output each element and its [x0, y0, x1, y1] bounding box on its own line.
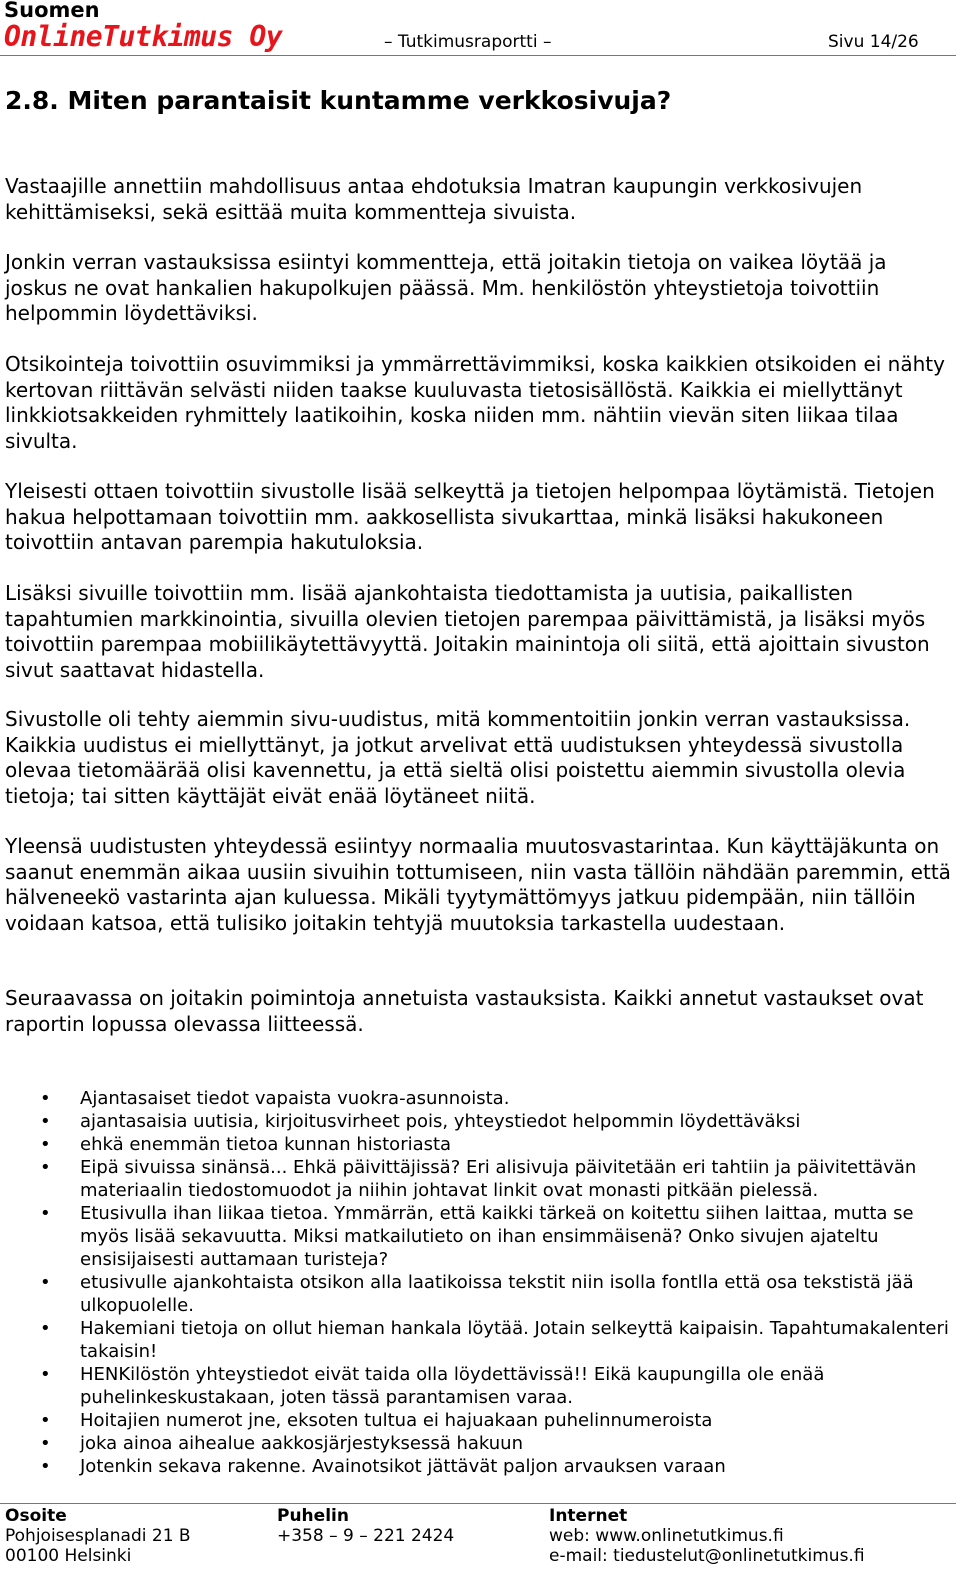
footer-email-link[interactable]: e-mail: tiedustelut@onlinetutkimus.fi: [549, 1546, 865, 1566]
bullet-icon: •: [40, 1088, 51, 1109]
footer-address-heading: Osoite: [5, 1506, 67, 1526]
bullet-icon: •: [40, 1364, 51, 1385]
bullet-icon: •: [40, 1111, 51, 1132]
paragraph: Lisäksi sivuille toivottiin mm. lisää ajankohtaista tiedottamista ja uutisia, paikallisten tapahtumien markkinointia, sivuilla olevien tietojen parempaa päivittämistä, ja lisäksi myös toivottiin parempaa mobiilikäytettävyyttä. Joitakin mainintoja oli siitä, että ajoittain sivuston sivut saattavat hidastella.: [5, 581, 930, 682]
footer-divider: [0, 1503, 956, 1504]
paragraph: Seuraavassa on joitakin poimintoja annetuista vastauksista. Kaikki annetut vastaukset ovat raportin lopussa olevassa liitteessä.: [5, 986, 924, 1036]
footer-web-link[interactable]: web: www.onlinetutkimus.fi: [549, 1526, 784, 1546]
footer-address-street: Pohjoisesplanadi 21 B: [5, 1526, 191, 1546]
list-item: • ehkä enemmän tietoa kunnan historiasta: [40, 1134, 452, 1155]
bullet-icon: •: [40, 1203, 51, 1224]
document-type: – Tutkimusraportti –: [384, 32, 552, 52]
bullet-icon: •: [40, 1433, 51, 1454]
company-logo-text: OnlineTutkimus Oy: [4, 20, 283, 53]
footer-phone: [277, 1506, 454, 1546]
footer-address: [5, 1506, 191, 1566]
header-divider: [0, 55, 956, 56]
bullet-icon: •: [40, 1272, 51, 1293]
list-item: • Etusivulla ihan liikaa tietoa. Ymmärrän, että kaikki tärkeä on koitettu siihen laittaa, mutta se myös lisää sekavuutta. Miksi matkailutieto on ihan ensimmäisenä? Onko sivujen ajateltu ensisijaisesti auttamaan turisteja?: [40, 1203, 914, 1270]
list-item: • Jotenkin sekava rakenne. Avainotsikot jättävät paljon arvauksen varaan: [40, 1456, 726, 1477]
paragraph: Yleensä uudistusten yhteydessä esiintyy normaalia muutosvastarintaa. Kun käyttäjäkunta on saanut enemmän aikaa uusiin sivuihin tottumiseen, niin vasta tällöin nähdään paremmin, että hälveneekö vastarinta ajan kuluessa. Mikäli tyytymättömyys jatkuu pidempään, niin tällöin voidaan katsoa, että tulisiko joitakin tehtyjä muutoksia tarkastella uudestaan.: [5, 834, 951, 935]
list-item: • ajantasaisia uutisia, kirjoitusvirheet pois, yhteystiedot helpommin löydettäväksi: [40, 1111, 801, 1132]
list-item: • joka ainoa aihealue aakkosjärjestyksessä hakuun: [40, 1433, 523, 1454]
list-item: • Hoitajien numerot jne, eksoten tultua ei hajuakaan puhelinnumeroista: [40, 1410, 713, 1431]
footer-address-city: 00100 Helsinki: [5, 1546, 132, 1566]
footer-internet: [549, 1506, 865, 1566]
list-item: • etusivulle ajankohtaista otsikon alla laatikoissa tekstit niin isolla fontlla että osa tekstistä jää ulkopuolelle.: [40, 1272, 914, 1316]
list-item: • Ajantasaiset tiedot vapaista vuokra-asunnoista.: [40, 1088, 510, 1109]
footer-phone-number: +358 – 9 – 221 2424: [277, 1526, 455, 1546]
paragraph: Vastaajille annettiin mahdollisuus antaa ehdotuksia Imatran kaupungin verkkosivujen kehittämiseksi, sekä esittää muita kommentteja sivuista.: [5, 174, 863, 224]
page-header: [0, 0, 956, 56]
page-number: Sivu 14/26: [828, 32, 919, 52]
list-item: • HENKilöstön yhteystiedot eivät taida olla löydettävissä!! Eikä kaupungilla ole enää puhelinkeskustakaan, joten tässä parantamisen varaa.: [40, 1364, 825, 1408]
company-name-line1: Suomen: [4, 0, 100, 22]
list-item: • Hakemiani tietoja on ollut hieman hankala löytää. Jotain selkeyttä kaipaisin. Tapahtumakalenteri takaisin!: [40, 1318, 949, 1362]
bullet-icon: •: [40, 1157, 51, 1178]
response-list: [0, 1087, 956, 1478]
paragraph: Sivustolle oli tehty aiemmin sivu-uudistus, mitä kommentoitiin jonkin verran vastauksissa. Kaikkia uudistus ei miellyttänyt, ja jotkut arvelivat että uudistuksen yhteydessä sivustolla olevaa tietomäärää olisi kavennettu, ja että sieltä olisi poistettu aiemmin sivustolla olevia tietoja; tai sitten käyttäjät eivät enää löytäneet niitä.: [5, 707, 911, 808]
footer-internet-heading: Internet: [549, 1506, 628, 1526]
footer-phone-heading: Puhelin: [277, 1506, 349, 1526]
section-title: 2.8. Miten parantaisit kuntamme verkkosivuja?: [5, 86, 672, 115]
paragraph: Otsikointeja toivottiin osuvimmiksi ja ymmärrettävimmiksi, koska kaikkien otsikoiden ei nähty kertovan riittävän selvästi niiden taakse kuuluvasta tietosisällöstä. Kaikkia ei miellyttänyt linkkiotsakkeiden ryhmittely laatikoihin, koska niiden mm. nähtiin vievän siten liikaa tilaa sivulta.: [5, 352, 945, 453]
list-item: • Eipä sivuissa sinänsä... Ehkä päivittäjissä? Eri alisivuja päivitetään eri tahtiin ja päivitettävän materiaalin tiedostomuodot ja niihin johtavat linkit ovat monasti pitkään pielessä.: [40, 1157, 917, 1201]
paragraph: Jonkin verran vastauksissa esiintyi kommentteja, että joitakin tietoja on vaikea löytää ja joskus ne ovat hankalien hakupolkujen päässä. Mm. henkilöstön yhteystietoja toivottiin helpommin löydettäviksi.: [5, 250, 887, 325]
bullet-icon: •: [40, 1134, 51, 1155]
bullet-icon: •: [40, 1456, 51, 1477]
bullet-icon: •: [40, 1410, 51, 1431]
paragraph: Yleisesti ottaen toivottiin sivustolle lisää selkeyttä ja tietojen helpompaa löytämistä. Tietojen hakua helpottamaan toivottiin mm. aakkosellista sivukarttaa, minkä lisäksi hakukoneen toivottiin antavan parempia hakutuloksia.: [5, 479, 935, 554]
bullet-icon: •: [40, 1318, 51, 1339]
